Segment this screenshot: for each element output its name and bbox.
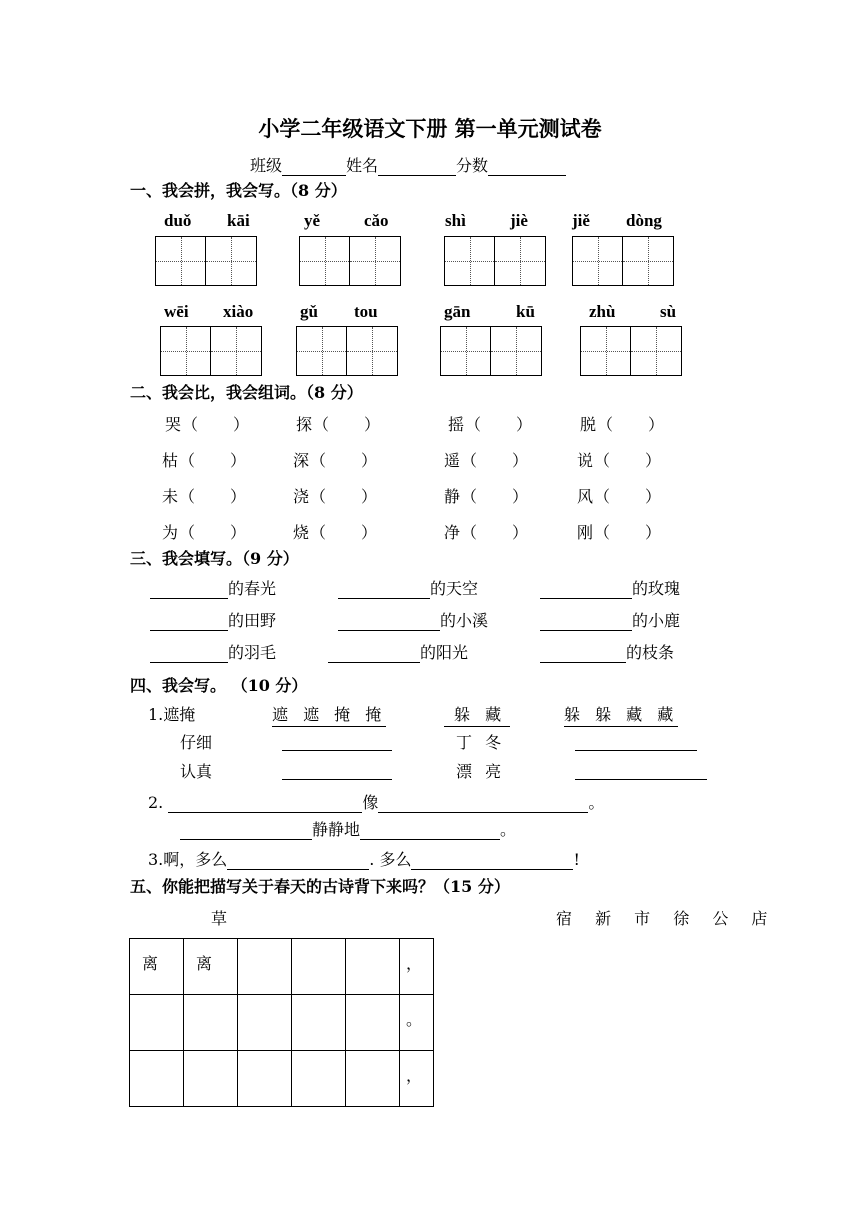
- writing-grid[interactable]: [160, 326, 262, 376]
- name-label: 姓名: [346, 156, 379, 175]
- word-prompt: 认真: [180, 762, 213, 781]
- poem-cell[interactable]: [346, 939, 400, 995]
- poem-cell[interactable]: [346, 995, 400, 1051]
- char-compare-item[interactable]: 净（ ）: [444, 523, 530, 542]
- poem-cell[interactable]: [238, 995, 292, 1051]
- writing-grid[interactable]: [296, 326, 398, 376]
- pinyin: cǎo: [364, 211, 389, 230]
- poem-cell[interactable]: ，: [400, 1051, 434, 1107]
- example-word: 躲 藏: [444, 702, 510, 727]
- char-compare-item[interactable]: 哭（ ）: [165, 415, 251, 434]
- writing-grid[interactable]: [444, 236, 546, 286]
- pinyin: gān: [444, 302, 471, 321]
- poem-row: [130, 939, 434, 995]
- pinyin: dòng: [626, 211, 662, 230]
- poem-cell[interactable]: [184, 1051, 238, 1107]
- pinyin: duǒ: [164, 211, 192, 230]
- example-answer: 躲 躲 藏 藏: [564, 702, 678, 727]
- poem-grid[interactable]: [129, 938, 434, 1107]
- fill-blank-item[interactable]: 的枝条: [540, 640, 674, 663]
- name-blank[interactable]: [378, 159, 456, 176]
- poem-cell[interactable]: ，: [400, 939, 434, 995]
- char-compare-item[interactable]: 探（ ）: [296, 415, 382, 434]
- sentence-q3[interactable]: 3.啊，多么 . 多么 !: [148, 850, 580, 869]
- char-compare-item[interactable]: 脱（ ）: [580, 415, 666, 434]
- section1-heading: 一、我会拼，我会写。（8 分）: [130, 181, 347, 200]
- answer-line[interactable]: [282, 732, 392, 751]
- poem-title-2: 宿 新 市 徐 公 店: [556, 909, 777, 928]
- char-compare-item[interactable]: 为（ ）: [162, 523, 248, 542]
- writing-grid[interactable]: [440, 326, 542, 376]
- pinyin: zhù: [589, 302, 616, 321]
- char-compare-item[interactable]: 静（ ）: [444, 487, 530, 506]
- fill-blank-item[interactable]: 的阳光: [328, 640, 468, 663]
- poem-cell[interactable]: [184, 995, 238, 1051]
- poem-cell[interactable]: 。: [400, 995, 434, 1051]
- section4-heading: 四、我会写。 （10 分）: [130, 676, 308, 695]
- fill-blank-item[interactable]: 的小鹿: [540, 608, 680, 631]
- word-prompt: 仔细: [180, 733, 213, 752]
- poem-cell[interactable]: 离: [184, 939, 238, 995]
- fill-blank-item[interactable]: 的玫瑰: [540, 576, 680, 599]
- char-compare-item[interactable]: 遥（ ）: [444, 451, 530, 470]
- pinyin: sù: [660, 302, 677, 321]
- section5-heading: 五、你能把描写关于春天的古诗背下来吗？（15 分）: [130, 877, 510, 896]
- fill-blank-item[interactable]: 的小溪: [338, 608, 488, 631]
- example-answer: 遮 遮 掩 掩: [272, 702, 386, 727]
- poem-cell[interactable]: [292, 995, 346, 1051]
- score-label: 分数: [456, 156, 489, 175]
- writing-grid[interactable]: [572, 236, 674, 286]
- pinyin: jiè: [510, 211, 528, 230]
- poem-cell[interactable]: [292, 1051, 346, 1107]
- answer-line[interactable]: [282, 761, 392, 780]
- char-compare-item[interactable]: 刚（ ）: [577, 523, 663, 542]
- sentence-q2[interactable]: 2. 像 。: [148, 793, 605, 812]
- pinyin: gǔ: [300, 302, 318, 321]
- word-prompt: 丁 冬: [456, 733, 506, 752]
- poem-title: 草: [211, 909, 228, 928]
- poem-cell[interactable]: [238, 1051, 292, 1107]
- poem-row: [130, 1051, 434, 1107]
- writing-grid[interactable]: [155, 236, 257, 286]
- fill-blank-item[interactable]: 的春光: [150, 576, 276, 599]
- char-compare-item[interactable]: 说（ ）: [577, 451, 663, 470]
- char-compare-item[interactable]: 摇（ ）: [448, 415, 534, 434]
- char-compare-item[interactable]: 烧（ ）: [293, 523, 379, 542]
- writing-grid[interactable]: [580, 326, 682, 376]
- answer-line[interactable]: [575, 732, 697, 751]
- fill-blank-item[interactable]: 的羽毛: [150, 640, 276, 663]
- section2-heading: 二、我会比，我会组词。（8 分）: [130, 383, 363, 402]
- answer-line[interactable]: [575, 761, 707, 780]
- char-compare-item[interactable]: 未（ ）: [162, 487, 248, 506]
- student-info: [250, 153, 566, 176]
- pinyin: yě: [304, 211, 321, 230]
- section3-heading: 三、我会填写。（9 分）: [130, 549, 299, 568]
- char-compare-item[interactable]: 浇（ ）: [293, 487, 379, 506]
- score-blank[interactable]: [488, 159, 566, 176]
- poem-row: [130, 995, 434, 1051]
- poem-cell[interactable]: [292, 939, 346, 995]
- poem-cell[interactable]: [130, 995, 184, 1051]
- fill-blank-item[interactable]: 的天空: [338, 576, 478, 599]
- pinyin: kū: [516, 302, 535, 321]
- fill-blank-item[interactable]: 的田野: [150, 608, 276, 631]
- poem-cell[interactable]: [238, 939, 292, 995]
- pinyin: kāi: [227, 211, 250, 230]
- poem-cell[interactable]: [346, 1051, 400, 1107]
- writing-grid[interactable]: [299, 236, 401, 286]
- q1-label: 1.遮掩: [148, 705, 196, 724]
- char-compare-item[interactable]: 枯（ ）: [162, 451, 248, 470]
- class-blank[interactable]: [282, 159, 346, 176]
- pinyin: jiě: [572, 211, 590, 230]
- char-compare-item[interactable]: 风（ ）: [577, 487, 663, 506]
- page-title: 小学二年级语文下册 第一单元测试卷: [258, 116, 602, 141]
- word-prompt: 漂 亮: [456, 762, 506, 781]
- pinyin: wēi: [164, 302, 189, 321]
- sentence-q2b[interactable]: 静静地 。: [180, 817, 516, 840]
- class-label: 班级: [250, 156, 283, 175]
- pinyin: xiào: [223, 302, 254, 321]
- pinyin: shì: [445, 211, 466, 230]
- pinyin: tou: [354, 302, 378, 321]
- poem-cell[interactable]: 离: [130, 939, 184, 995]
- poem-cell[interactable]: [130, 1051, 184, 1107]
- char-compare-item[interactable]: 深（ ）: [293, 451, 379, 470]
